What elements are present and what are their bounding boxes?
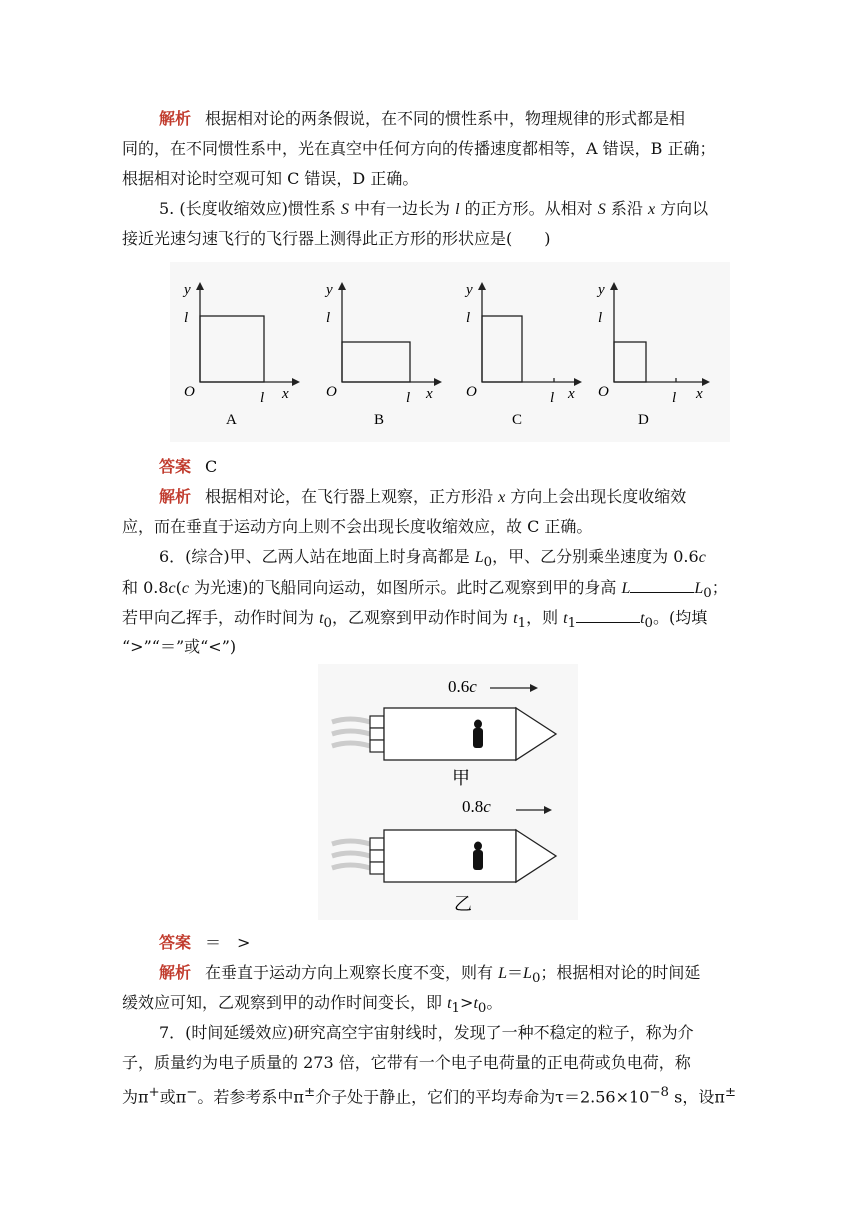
svg-text:O: O: [598, 384, 609, 400]
svg-text:y: y: [184, 282, 191, 298]
answer-6: 答案 ＝ >: [159, 933, 251, 952]
svg-text:O: O: [184, 384, 195, 400]
svg-text:y: y: [466, 282, 473, 298]
analysis-4-line-2: 同的，在不同惯性系中，光在真空中任何方向的传播速度都相等，A 错误，B 正确；: [122, 139, 716, 158]
figure-5-options: [170, 262, 730, 442]
svg-text:y: y: [598, 282, 605, 298]
question-5-line-2: 接近光速匀速飞行的飞行器上测得此正方形的形状应是( ): [122, 229, 551, 248]
figure-6-spaceships: [318, 664, 578, 920]
svg-text:甲: 甲: [452, 768, 470, 788]
question-6-line-2: 和 0.8c(c 为光速)的飞船同向运动，如图所示。此时乙观察到甲的身高 L $L_0$；: [122, 578, 728, 602]
question-7-line-3: 为π+或π−。若参考系中π±介子处于静止，它们的平均寿命为$\tau=2.56\times 10^{-8}$ s，设π±: [122, 1085, 737, 1107]
svg-text:l: l: [184, 310, 189, 326]
question-6-line-4: “>”“＝”或“<”): [122, 637, 237, 656]
question-6-line-3: 若甲向乙挥手，动作时间为 $t_0$，乙观察到甲动作时间为 $t_1$，则 $t_1$ $t_0$。(均填: [122, 608, 708, 632]
analysis-6-line-1: 解析 在垂直于运动方向上观察长度不变，则有 $L=L_0$；根据相对论的时间延: [159, 963, 701, 987]
svg-text:O: O: [466, 384, 477, 400]
analysis-label: 解析: [159, 109, 192, 128]
question-7-line-2: 子，质量约为电子质量的 273 倍，它带有一个电子电荷量的正电荷或负电荷，称: [122, 1053, 691, 1072]
analysis-5-line-1: 解析 根据相对论，在飞行器上观察，正方形沿 x 方向上会出现长度收缩效: [159, 487, 687, 506]
svg-text:D: D: [638, 412, 649, 428]
svg-text:0.8c: 0.8c: [462, 797, 491, 816]
svg-text:l: l: [326, 310, 331, 326]
svg-text:0.6c: 0.6c: [448, 677, 477, 696]
svg-text:l: l: [260, 390, 265, 406]
analysis-6-line-2: 缓效应可知，乙观察到甲的动作时间变长，即 $t_1>t_0$。: [122, 993, 503, 1017]
answer-5: 答案 C: [159, 457, 218, 476]
svg-text:x: x: [426, 386, 433, 402]
question-7-line-1: 7．(时间延缓效应)研究高空宇宙射线时，发现了一种不稳定的粒子，称为介: [159, 1023, 694, 1042]
svg-text:乙: 乙: [454, 894, 472, 914]
question-6-line-1: 6．(综合)甲、乙两人站在地面上时身高都是 $L_0$，甲、乙分别乘坐速度为 0.6c: [159, 547, 706, 571]
analysis-4-line-1: 解析 根据相对论的两条假说，在不同的惯性系中，物理规律的形式都是相: [159, 109, 686, 128]
svg-text:l: l: [672, 390, 677, 406]
analysis-5-line-2: 应，而在垂直于运动方向上则不会出现长度收缩效应，故 C 正确。: [122, 517, 593, 536]
svg-text:A: A: [226, 412, 237, 428]
answer-blank-2[interactable]: [576, 606, 640, 623]
question-5-line-1: 5. (长度收缩效应)惯性系 S 中有一边长为 l 的正方形。从相对 S 系沿 x 方向以: [159, 199, 709, 218]
svg-text:y: y: [326, 282, 333, 298]
svg-text:C: C: [512, 412, 523, 428]
svg-text:O: O: [326, 384, 337, 400]
svg-text:l: l: [550, 390, 555, 406]
svg-text:x: x: [696, 386, 703, 402]
answer-blank-1[interactable]: [630, 576, 694, 593]
svg-text:B: B: [374, 412, 385, 428]
svg-text:x: x: [568, 386, 575, 402]
svg-text:l: l: [466, 310, 471, 326]
analysis-4-line-3: 根据相对论时空观可知 C 错误，D 正确。: [122, 169, 419, 188]
svg-text:l: l: [598, 310, 603, 326]
svg-text:l: l: [406, 390, 411, 406]
svg-text:x: x: [282, 386, 289, 402]
